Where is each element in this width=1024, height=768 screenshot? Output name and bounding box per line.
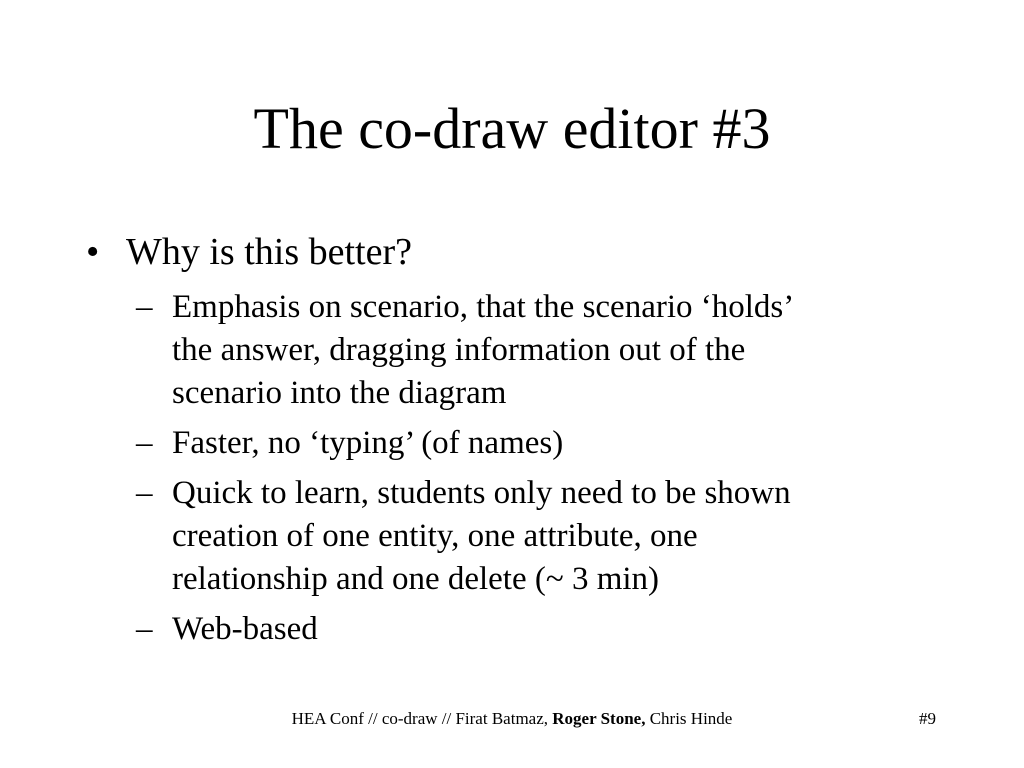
sub-bullet-line: Web-based	[172, 611, 318, 647]
sub-bullet-line: Quick to learn, students only need to be shown	[172, 475, 791, 511]
sub-bullet-line: the answer, dragging information out of the	[172, 332, 746, 368]
sub-bullet-item	[136, 608, 956, 651]
sub-bullet-dash: –	[136, 475, 153, 511]
sub-bullet-line: Emphasis on scenario, that the scenario ‘holds’	[172, 289, 795, 325]
sub-bullet-item	[136, 422, 956, 465]
sub-bullet-dash: –	[136, 289, 153, 325]
footer-bold-name: Roger Stone,	[552, 709, 646, 728]
bullet-marker: •	[86, 231, 100, 273]
slide-number: #9	[919, 709, 936, 728]
sub-bullet-item	[136, 472, 956, 601]
footer-suffix: Chris Hinde	[645, 709, 733, 728]
sub-bullet-line: relationship and one delete (~ 3 min)	[172, 561, 660, 597]
sub-bullet-dash: –	[136, 425, 153, 461]
sub-bullet-item	[136, 286, 956, 415]
footer-prefix: HEA Conf // co-draw // Firat Batmaz,	[291, 709, 553, 728]
footer-credits	[0, 708, 1024, 730]
sub-bullet-line: creation of one entity, one attribute, one	[172, 518, 698, 554]
bullet-text: Why is this better?	[126, 231, 412, 273]
slide-title: The co-draw editor #3	[253, 96, 771, 161]
sub-bullet-line: Faster, no ‘typing’ (of names)	[172, 425, 564, 461]
sub-bullet-line: scenario into the diagram	[172, 375, 507, 411]
sub-bullet-list	[136, 286, 956, 658]
sub-bullet-dash: –	[136, 611, 153, 647]
